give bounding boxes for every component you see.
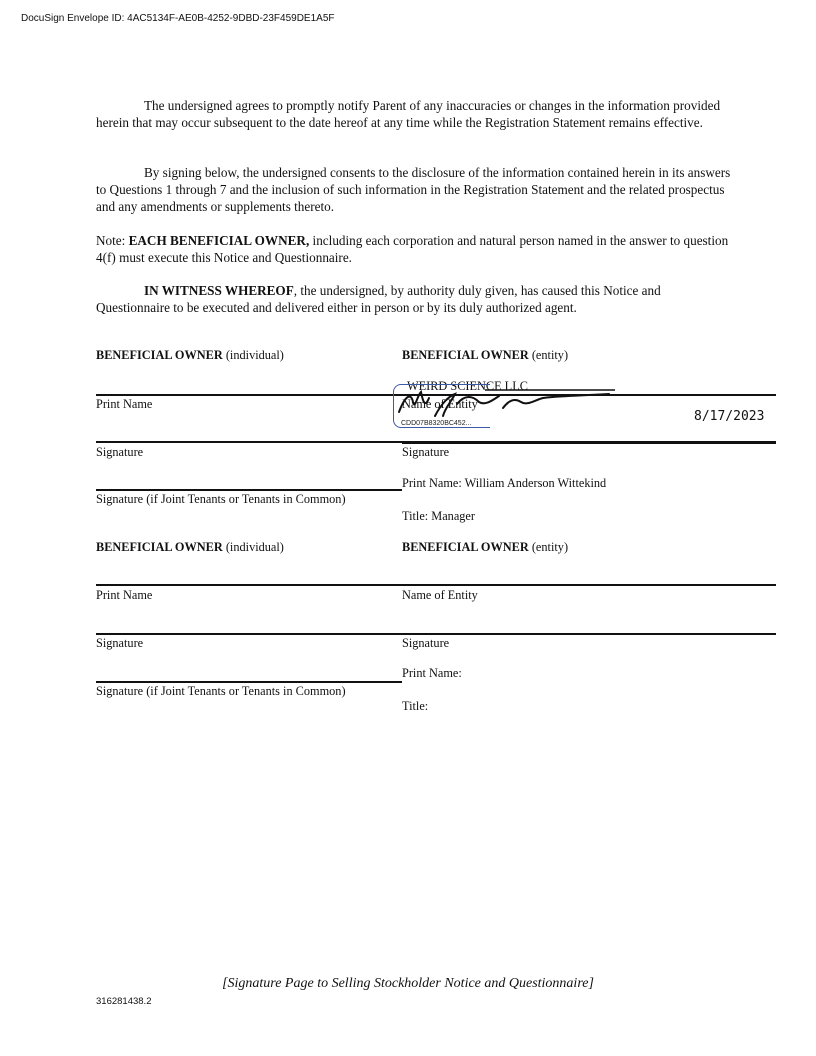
handwritten-signature-icon	[395, 386, 615, 420]
entity-signature-label-2: Signature	[402, 636, 450, 650]
entity-signature-line-2[interactable]	[402, 633, 776, 635]
print-name-label-1: Print Name	[96, 397, 153, 411]
notification-text: The undersigned agrees to promptly notify Parent of any inaccuracies or changes in the information provided herein that may occur subsequent to the date hereof at any time while the Registration Statement remains effective.	[96, 98, 721, 130]
signer-name: William Anderson Wittekind	[464, 476, 607, 490]
witness-bold: IN WITNESS WHEREOF	[144, 283, 294, 298]
entity-title-1: Title: Manager	[402, 509, 475, 523]
joint-signature-label-1: Signature (if Joint Tenants or Tenants in Common)	[96, 492, 346, 506]
signature-label-2: Signature	[96, 636, 144, 650]
page-footer-title: [Signature Page to Selling Stockholder Notice and Questionnaire]	[222, 976, 594, 991]
owner-entity-heading-1: BENEFICIAL OWNER (entity)	[402, 348, 569, 362]
joint-signature-label-2: Signature (if Joint Tenants or Tenants in Common)	[96, 684, 346, 698]
print-name-line-1[interactable]	[96, 394, 402, 396]
signature-line-1[interactable]	[96, 441, 402, 443]
note-bold: EACH BENEFICIAL OWNER,	[128, 233, 310, 248]
owner-individual-heading-2: BENEFICIAL OWNER (individual)	[96, 540, 284, 554]
entity-signature-label-1: Signature	[402, 445, 450, 459]
witness-paragraph	[96, 282, 736, 316]
entity-print-name-2: Print Name:	[402, 666, 462, 680]
owner-entity-heading-2: BENEFICIAL OWNER (entity)	[402, 540, 569, 554]
docusign-hash: CDD07B8320BC452...	[401, 420, 472, 427]
joint-signature-line-1[interactable]	[96, 489, 402, 491]
signature-label-1: Signature	[96, 445, 144, 459]
note-prefix: Note:	[96, 233, 129, 248]
consent-text: By signing below, the undersigned consents to the disclosure of the information contained herein in its answers to Questions 1 through 7 and the inclusion of such information in the Registration Statement and the related prospectus and any amendments or supplements thereto.	[96, 165, 731, 214]
signature-date: 8/17/2023	[694, 409, 765, 424]
witness-text: , the undersigned, by authority duly given, has caused this Notice and Questionnaire to be executed and delivered either in person or by its duly authorized agent.	[96, 283, 661, 315]
entity-name-line-2[interactable]	[402, 584, 776, 586]
document-number: 316281438.2	[96, 996, 152, 1007]
signer-title: Manager	[431, 509, 475, 523]
envelope-id: DocuSign Envelope ID: 4AC5134F-AE0B-4252-9DBD-23F459DE1A5F	[21, 13, 335, 24]
note-paragraph	[96, 232, 736, 266]
consent-paragraph	[96, 164, 736, 215]
print-name-label-2: Print Name	[96, 588, 153, 602]
joint-signature-line-2[interactable]	[96, 681, 402, 683]
print-name-line-2[interactable]	[96, 584, 402, 586]
entity-name-label-1: Name of Entity	[402, 397, 478, 411]
entity-name-label-2: Name of Entity	[402, 588, 478, 602]
owner-individual-heading-1: BENEFICIAL OWNER (individual)	[96, 348, 284, 362]
entity-title-2: Title:	[402, 699, 429, 713]
signature-line-2[interactable]	[96, 633, 402, 635]
entity-signature-line-1[interactable]	[402, 441, 776, 444]
entity-name-value-1: WEIRD SCIENCE LLC	[407, 379, 528, 393]
note-text: including each corporation and natural person named in the answer to question 4(f) must execute this Notice and Questionnaire.	[96, 233, 729, 265]
entity-print-name-1: Print Name: William Anderson Wittekind	[402, 476, 607, 490]
notification-paragraph	[96, 97, 736, 131]
